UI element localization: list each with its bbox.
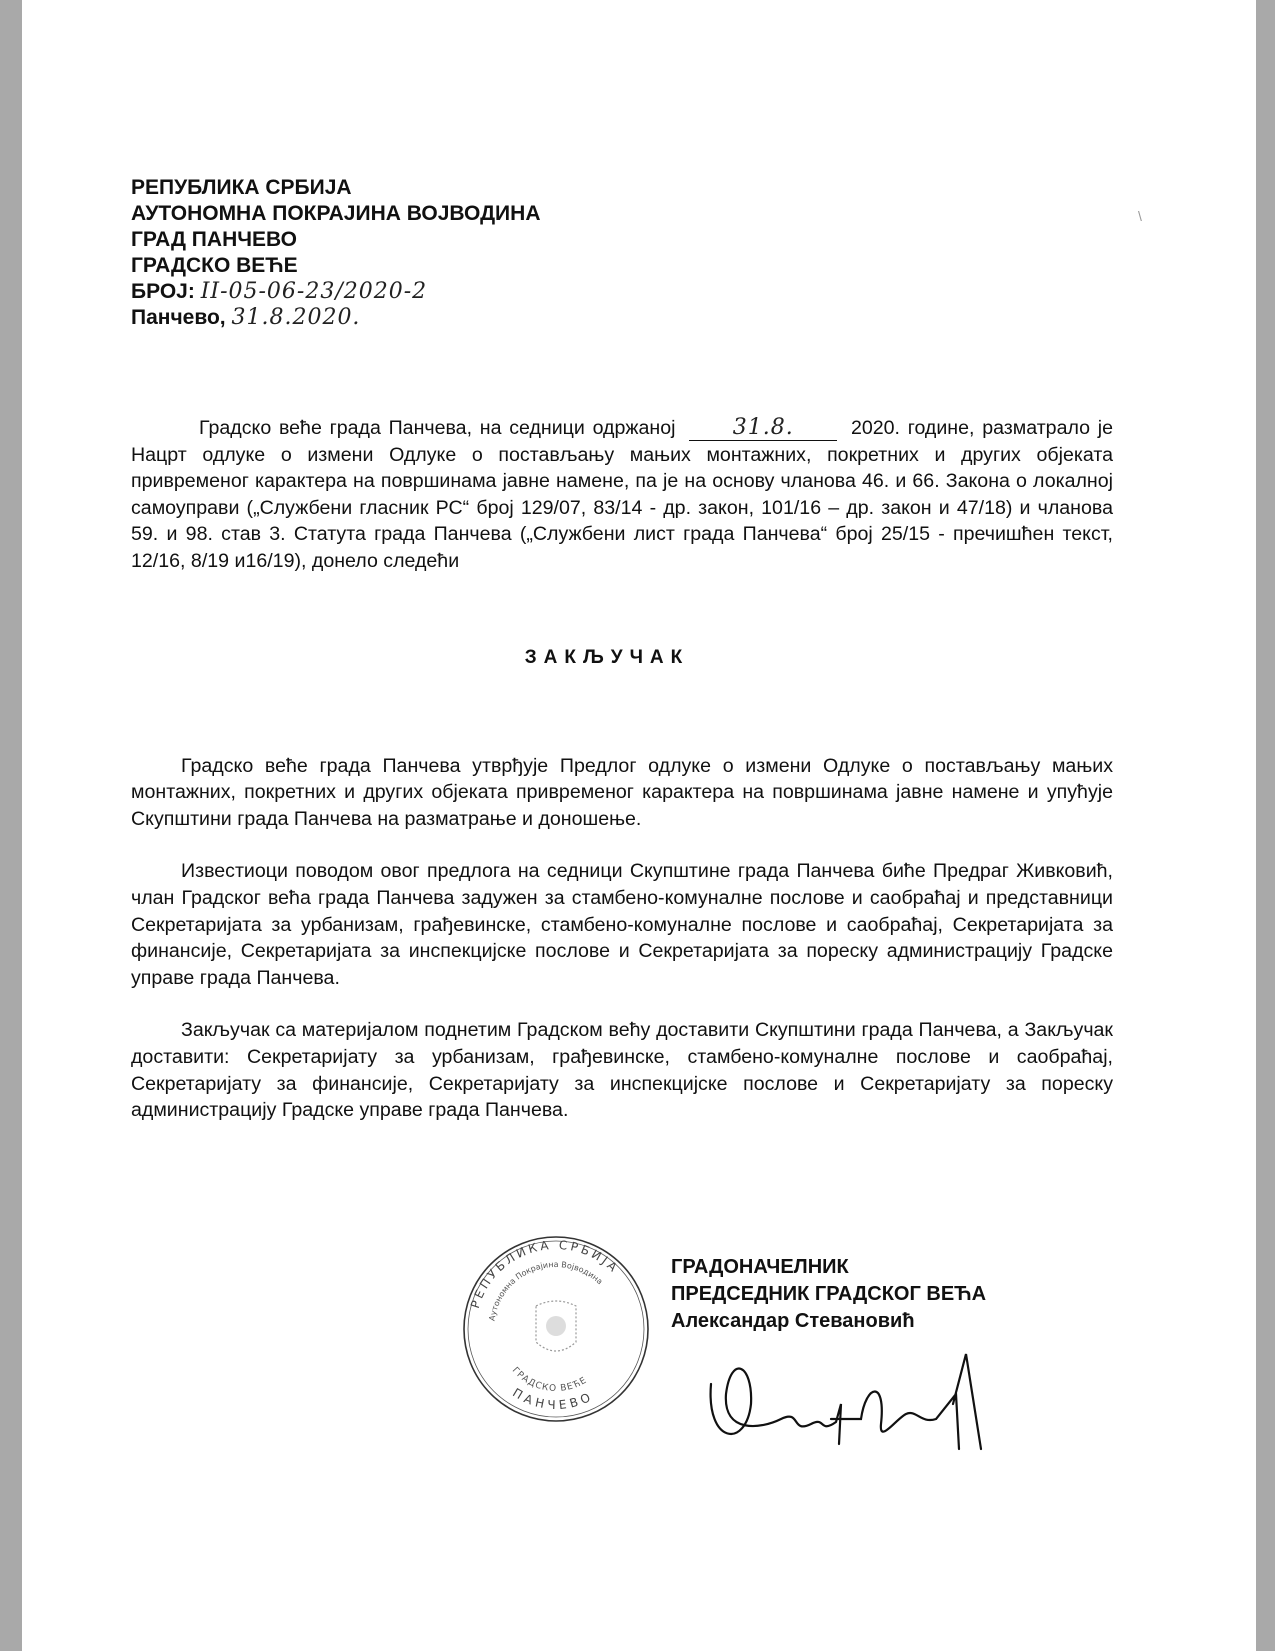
signatory-title-mayor: ГРАДОНАЧЕЛНИК — [671, 1255, 849, 1278]
conclusion-paragraph-1 — [131, 753, 1113, 833]
signature-block — [671, 1254, 1091, 1335]
document-place-date — [131, 305, 1113, 331]
intro-text-start: Градско веће града Панчева, на седници одржаној — [199, 417, 676, 439]
stamp-ring-text: ГРАДСКО ВЕЋЕ — [509, 1365, 590, 1394]
signatory-name: Александар Стевановић — [671, 1309, 915, 1332]
svg-text:РЕПУБЛИКА СРБИЈА — [468, 1238, 622, 1310]
document-header — [131, 175, 1113, 331]
conclusion-paragraph-2-text: Известиоци поводом овог предлога на седници Скупштине града Панчева биће Предраг Живковић, члан Градског већа града Панчева задужен за стамбено-комуналне послове и саобраћај и представници Секретаријата за урбанизам, грађевинске, стамбено-комуналне послове и саобраћај, Секретаријата за финансије, Секретаријата за инспекцијске послове и Секретаријата за пореску администрацију Градске управе града Панчева. — [131, 860, 1113, 989]
official-stamp-icon — [461, 1234, 651, 1424]
scan-speck: \ — [1138, 208, 1142, 224]
intro-text-rest: 2020. године, разматрало је Нацрт одлуке о измени Одлуке о постављању мањих монтажних, покретних и других објеката привременог карактера на површинама јавне намене, па је на основу чланова 46. и 66. Закона о локалној самоуправи („Службени гласник РС“ број 129/07, 83/14 - др. закон, 101/16 – др. закон и 47/18) и чланова 59. и 98. став 3. Статута града Панчева („Службени лист града Панчева“ број 25/15 - пречишћен текст, 12/16, 8/19 и16/19), донело следећи — [131, 417, 1113, 572]
intro-paragraph — [131, 415, 1113, 575]
document-page — [131, 0, 1113, 1514]
document-number — [131, 279, 1113, 305]
conclusion-paragraph-2 — [131, 858, 1113, 991]
signature-area — [131, 1234, 1113, 1454]
place-date-value: 31.8.2020. — [231, 305, 361, 330]
place-label: Панчево, — [131, 306, 226, 329]
session-date-blank — [689, 416, 837, 441]
conclusion-paragraph-3 — [131, 1017, 1113, 1123]
stamp-inner-text: Аутономна Покрајина Војводина — [487, 1259, 605, 1322]
scan-edge-left — [0, 0, 22, 1651]
document-number-value: II-05-06-23/2020-2 — [200, 279, 428, 304]
signatory-title-council-president: ПРЕДСЕДНИК ГРАДСКОГ ВЕЋА — [671, 1282, 987, 1305]
session-date-handwritten: 31.8. — [732, 415, 794, 440]
scan-edge-right — [1256, 0, 1275, 1651]
header-line-city: ГРАД ПАНЧЕВО — [131, 228, 297, 251]
document-title: ЗАКЉУЧАК — [524, 646, 690, 668]
header-line-council: ГРАДСКО ВЕЋЕ — [131, 254, 298, 277]
handwritten-signature-icon — [691, 1344, 1021, 1454]
header-line-province: АУТОНОМНА ПОКРАЈИНА ВОЈВОДИНА — [131, 202, 541, 225]
conclusion-paragraph-1-text: Градско веће града Панчева утврђује Предлог одлуке о измени Одлуке о постављању мањих монтажних, покретних и других објеката привременог карактера на површинама јавне намене и упућује Скупштини града Панчева на разматрање и доношење. — [131, 754, 1113, 830]
header-line-country: РЕПУБЛИКА СРБИЈА — [131, 176, 352, 199]
stamp-city-text: ПАНЧЕВО — [510, 1385, 597, 1412]
stamp-outer-text: РЕПУБЛИКА СРБИЈА — [467, 1237, 622, 1310]
document-number-label: БРОЈ: — [131, 280, 195, 303]
conclusion-paragraph-3-text: Закључак са материјалом поднетим Градском већу доставити Скупштини града Панчева, а Закључак доставити: Секретаријату за урбанизам, грађевинске, стамбено-комуналне послове и саобраћај, Секретаријату за финансије, Секретаријату за инспекцијске послове и Секретаријату за пореску администрацију Градске управе града Панчева. — [131, 1019, 1113, 1122]
